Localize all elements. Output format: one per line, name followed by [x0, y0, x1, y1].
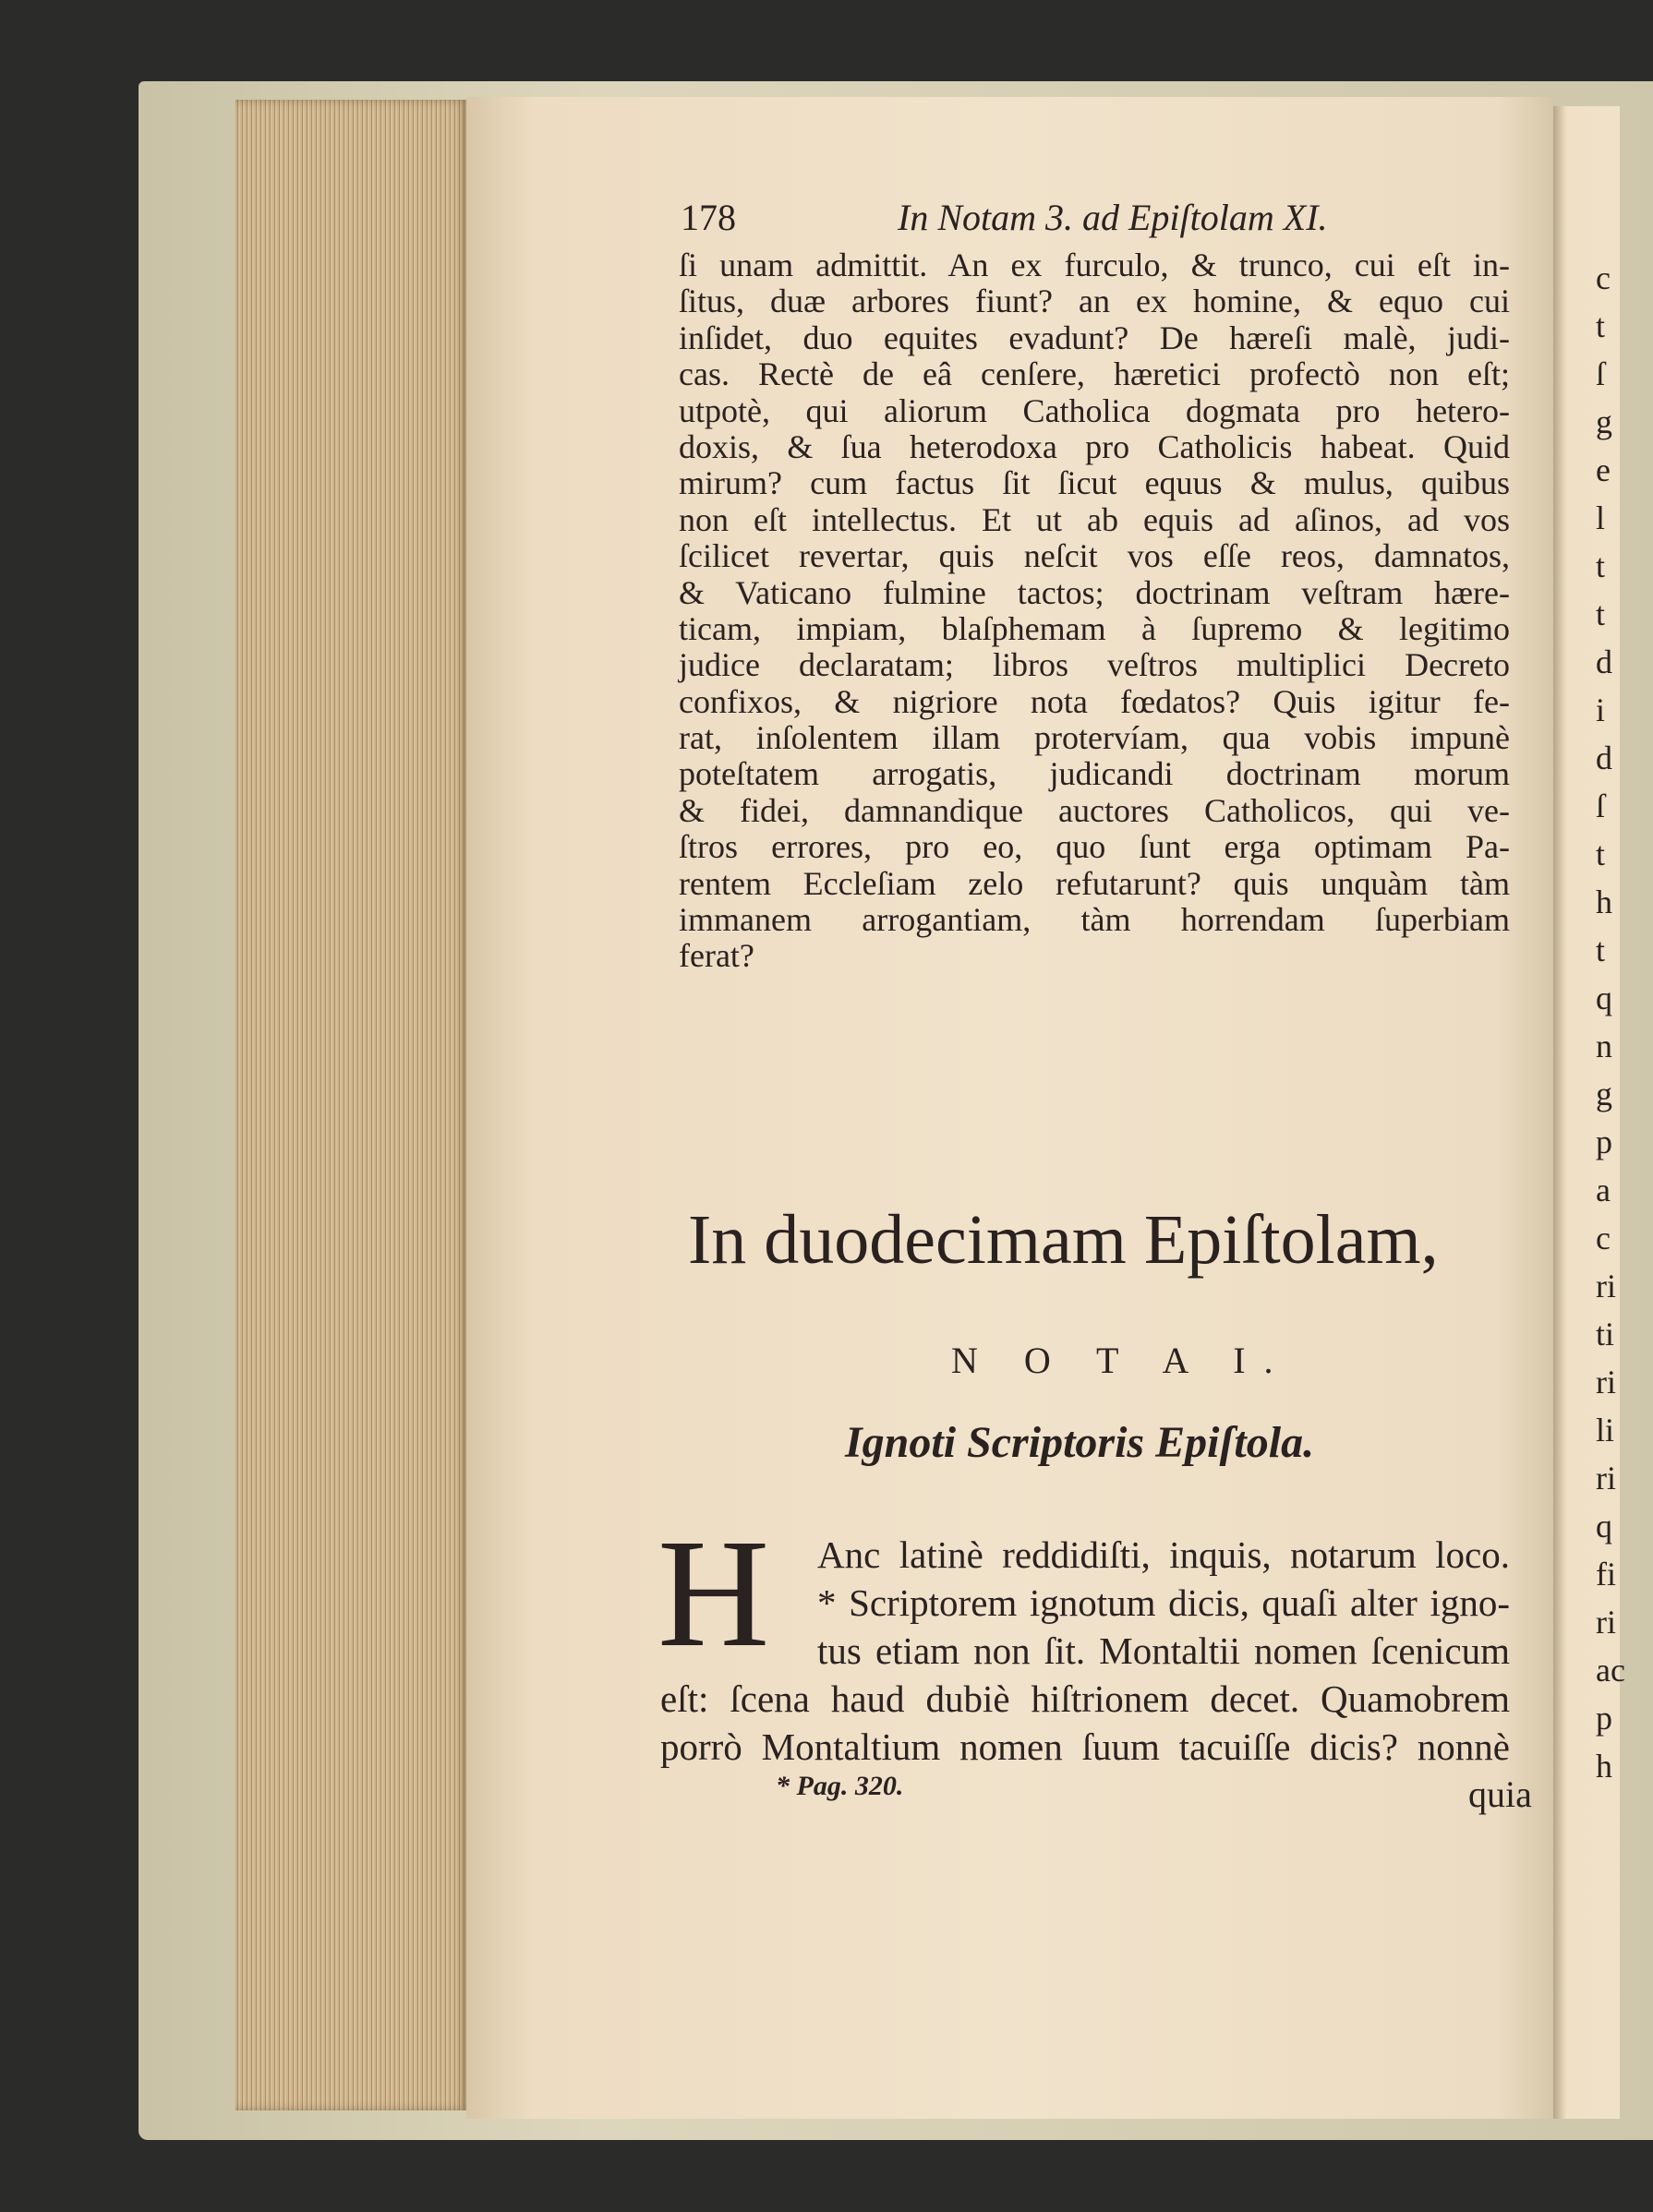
text-line: & fidei, damnandique auctores Catholicos, qui ve- [679, 791, 1510, 829]
text-line: inſidet, duo equites evadunt? De hæreſi malè, judi- [679, 319, 1510, 356]
text-line: & Vaticano fulmine tactos; doctrinam veſtram hære- [679, 573, 1510, 611]
text-line: ſ [1596, 787, 1606, 824]
text-line: t [1596, 595, 1606, 632]
text-line: immanem arrogantiam, tàm horrendam ſuperbiam [679, 901, 1510, 939]
nota-label: N O T A I. [951, 1340, 1292, 1381]
text-line: ti [1596, 1316, 1615, 1352]
text-line: d [1596, 643, 1612, 680]
text-line: t [1596, 307, 1606, 344]
text-line: t [1596, 932, 1606, 968]
text-line: ri [1596, 1364, 1616, 1401]
text-line: * Scriptorem ignotum dicis, quaſi alter igno- [817, 1581, 1510, 1624]
text-line: ferat? [679, 937, 754, 975]
text-line: ſ [1596, 355, 1606, 392]
text-line: a [1596, 1172, 1611, 1208]
text-line: ac [1596, 1652, 1625, 1689]
text-line: ſtros errores, pro eo, quo ſunt erga optimam Pa- [679, 828, 1510, 866]
footnote: * Pag. 320. [776, 1771, 904, 1801]
text-line: d [1596, 739, 1612, 776]
body-text-bottom [660, 1531, 1510, 1771]
text-line: e [1596, 451, 1611, 488]
body-text-top [679, 247, 1510, 975]
text-line: p [1596, 1700, 1612, 1737]
text-line: n [1596, 1028, 1612, 1064]
facing-page-text [1596, 254, 1625, 1790]
text-line: ticam, impiam, blaſphemam à ſupremo & legitimo [679, 609, 1510, 647]
text-line: rat, inſolentem illam protervíam, qua vobis impunè [679, 719, 1510, 757]
text-line: i [1596, 691, 1606, 728]
text-line: cas. Rectè de eâ cenſere, hæretici profectò non eſt; [679, 355, 1510, 393]
text-line: ſitus, duæ arbores fiunt? an ex homine, & equo cui [679, 283, 1510, 320]
text-line: c [1596, 259, 1611, 296]
text-line: g [1596, 403, 1612, 440]
section-heading: In duodecimam Epiſtolam, [688, 1201, 1439, 1279]
text-line: non eſt intellectus. Et ut ab equis ad aſinos, ad vos [679, 500, 1510, 538]
page-number: 178 [681, 197, 736, 238]
text-line: h [1596, 1748, 1612, 1785]
text-line: ri [1596, 1268, 1616, 1304]
catchword: quia [1468, 1773, 1532, 1815]
text-line: tus etiam non ſit. Montaltii nomen ſcenicum [817, 1629, 1510, 1672]
text-line: mirum? cum factus ſit ſicut equus & mulus, quibus [679, 464, 1510, 502]
drop-cap: H [658, 1508, 770, 1679]
text-line: porrò Montaltium nomen ſuum tacuiſſe dicis? nonnè [660, 1725, 1510, 1768]
text-line: doxis, & ſua heterodoxa pro Catholicis habeat. Quid [679, 427, 1510, 465]
text-line: rentem Eccleſiam zelo refutarunt? quis unquàm tàm [679, 864, 1510, 902]
text-line: q [1596, 980, 1612, 1016]
text-line: c [1596, 1220, 1611, 1256]
text-line: p [1596, 1124, 1612, 1160]
text-line: g [1596, 1076, 1612, 1112]
text-line: confixos, & nigriore nota fœdatos? Quis igitur fe- [679, 682, 1510, 720]
text-line: t [1596, 547, 1606, 584]
text-line: ri [1596, 1460, 1616, 1497]
text-line: poteſtatem arrogatis, judicandi doctrinam morum [679, 755, 1510, 793]
text-line: ſcilicet revertar, quis neſcit vos eſſe reos, damnatos, [679, 537, 1510, 575]
text-line: utpotè, qui aliorum Catholica dogmata pro hetero- [679, 391, 1510, 429]
running-header [681, 196, 1512, 240]
text-line: ri [1596, 1604, 1616, 1641]
text-line: judice declaratam; libros veſtros multiplici Decreto [679, 646, 1510, 684]
page-edges [235, 100, 468, 2110]
text-line: eſt: ſcena haud dubiè hiſtrionem decet. Quamobrem [660, 1677, 1510, 1720]
text-line: ſi unam admittit. An ex furculo, & trunco, cui eſt in- [679, 246, 1510, 283]
text-line: li [1596, 1412, 1615, 1449]
text-line: q [1596, 1508, 1612, 1545]
text-line: Anc latinè reddidiſti, inquis, notarum loco. [817, 1533, 1510, 1576]
text-line: l [1596, 499, 1606, 536]
text-line: t [1596, 836, 1606, 872]
running-title: In Notam 3. ad Epiſtolam XI. [898, 197, 1328, 238]
subheading: Ignoti Scriptoris Epiſtola. [845, 1418, 1315, 1467]
text-line: fi [1596, 1556, 1616, 1593]
text-line: h [1596, 884, 1612, 920]
